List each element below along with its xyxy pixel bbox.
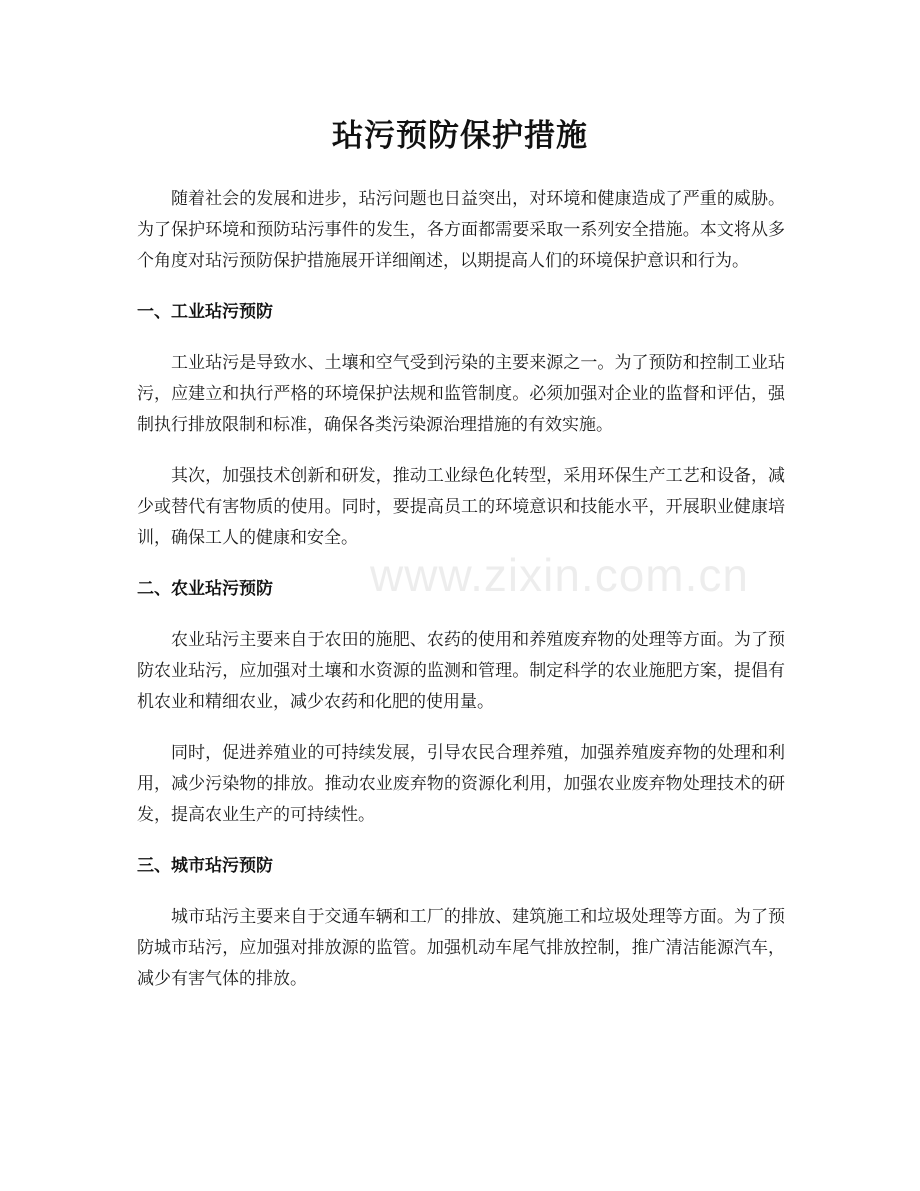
section-heading-agricultural: 二、农业玷污预防	[137, 579, 273, 599]
document-body	[137, 184, 785, 1015]
agricultural-paragraph-1: 农业玷污主要来自于农田的施肥、农药的使用和养殖废弃物的处理等方面。为了预防农业玷污，应加强对土壤和水资源的监测和管理。制定科学的农业施肥方案，提倡有机农业和精细农业，减少农药和化肥的使用量。	[137, 630, 785, 712]
watermark: www.zixin.com.cn	[370, 549, 749, 601]
urban-paragraph-1: 城市玷污主要来自于交通车辆和工厂的排放、建筑施工和垃圾处理等方面。为了预防城市玷污，应加强对排放源的监管。加强机动车尾气排放控制，推广清洁能源汽车，减少有害气体的排放。	[137, 907, 785, 989]
intro-paragraph: 随着社会的发展和进步，玷污问题也日益突出，对环境和健康造成了严重的威胁。为了保护环境和预防玷污事件的发生，各方面都需要采取一系列安全措施。本文将从多个角度对玷污预防保护措施展开详细阐述，以期提高人们的环境保护意识和行为。	[137, 189, 785, 271]
industrial-paragraph-2: 其次，加强技术创新和研发，推动工业绿色化转型，采用环保生产工艺和设备，减少或替代有害物质的使用。同时，要提高员工的环境意识和技能水平，开展职业健康培训，确保工人的健康和安全。	[137, 466, 785, 548]
section-heading-industrial: 一、工业玷污预防	[137, 302, 273, 322]
section-heading-urban: 三、城市玷污预防	[137, 856, 273, 876]
industrial-paragraph-1: 工业玷污是导致水、土壤和空气受到污染的主要来源之一。为了预防和控制工业玷污，应建立和执行严格的环境保护法规和监管制度。必须加强对企业的监督和评估，强制执行排放限制和标准，确保各类污染源治理措施的有效实施。	[137, 353, 785, 435]
document-title: 玷污预防保护措施	[332, 118, 588, 154]
agricultural-paragraph-2: 同时，促进养殖业的可持续发展，引导农民合理养殖，加强养殖废弃物的处理和利用，减少污染物的排放。推动农业废弃物的资源化利用，加强农业废弃物处理技术的研发，提高农业生产的可持续性。	[137, 743, 785, 825]
